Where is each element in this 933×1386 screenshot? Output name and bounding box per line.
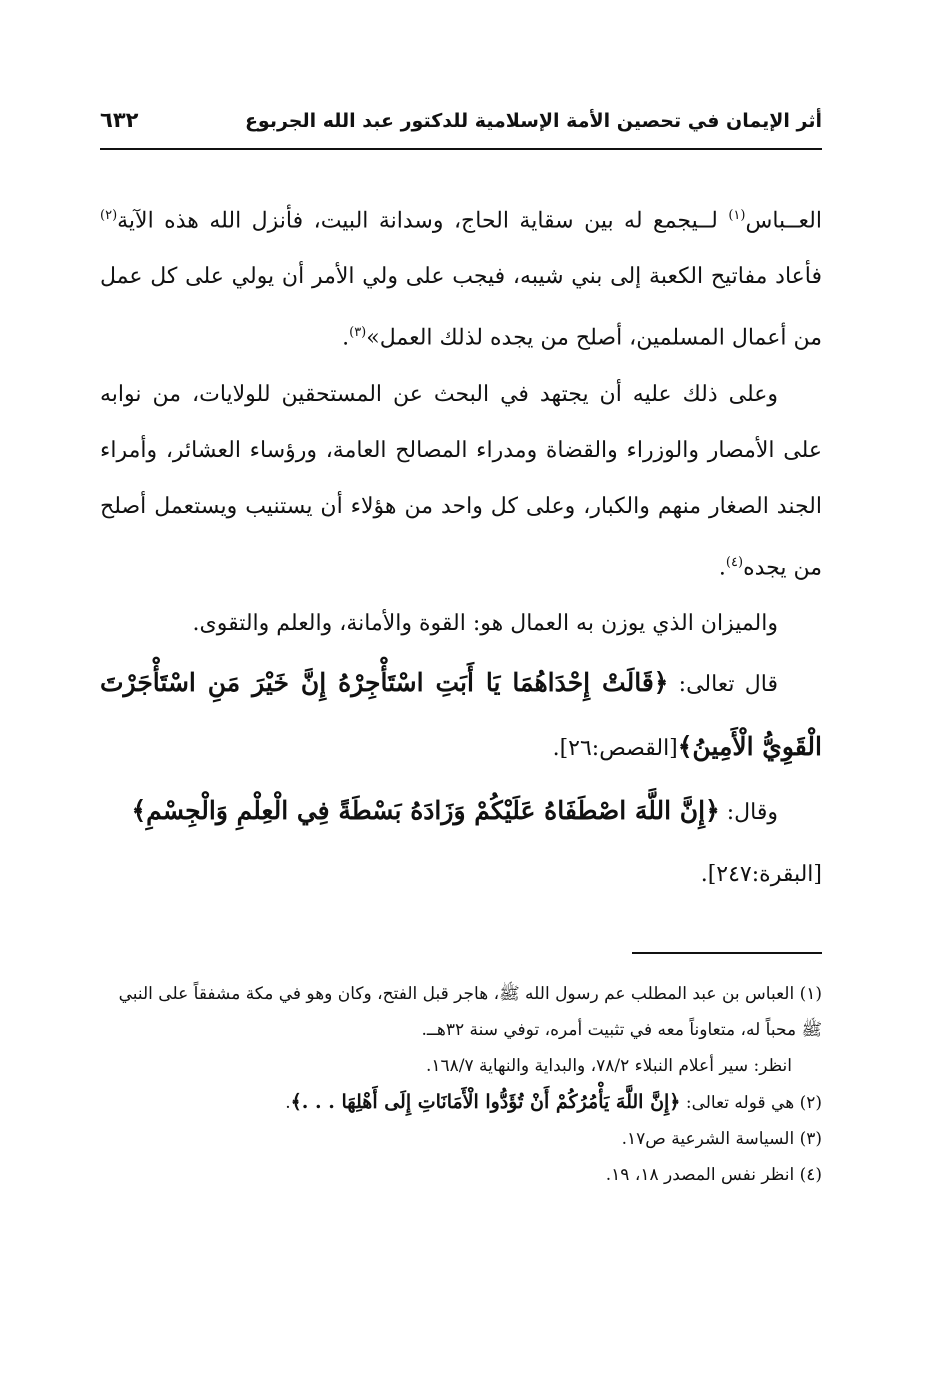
paragraph-1-text-b: لــيجمع له بين سقاية الحاج، وسدانة البيت، فأنزل الله هذه الآية	[117, 208, 729, 234]
paragraph-2-text-a: وعلى ذلك عليه أن يجتهد في البحث عن المستحقين للولايات، من نوابه على الأمصار والوزراء والقضاة ومدراء المصالح العامة، ورؤساء العشائر، وأمراء الجند الصغار منهم والكبار، وعلى كل واحد من هؤلاء أن يستنيب ويستعمل أصلح من يجده	[100, 381, 822, 580]
running-header	[100, 100, 822, 150]
paragraph-1-text-c: فأعاد مفاتيح الكعبة إلى بني شيبه، فيجب على ولي الأمر أن يولي على كل عمل من أعمال المسلمين، أصلح من يجده لذلك العمل»	[100, 264, 822, 351]
paragraph-2	[100, 367, 822, 596]
main-text	[100, 188, 822, 906]
footnote-2-verse: ﴿إِنَّ اللَّهَ يَأْمُرُكُمْ أَنْ تُؤَدُّوا الْأَمَانَاتِ إِلَى أَهْلِهَا . . .﴾	[290, 1091, 681, 1113]
footnote-3: (٣) السياسة الشرعية ص١٧.	[621, 1129, 822, 1149]
verse-1-intro: قال تعالى:	[668, 671, 778, 697]
verse-1-text: ﴿قَالَتْ إِحْدَاهُمَا يَا أَبَتِ اسْتَأْجِرْهُ إِنَّ خَيْرَ مَنِ اسْتَأْجَرْتَ الْقَوِيُّ الْأَمِينُ﴾	[100, 667, 822, 761]
page-number: ٦٣٢	[100, 108, 139, 132]
paragraph-1	[100, 188, 822, 367]
footnote-2-end: .	[285, 1093, 291, 1113]
footnote-ref-2[interactable]: (٢)	[100, 208, 118, 223]
verse-qasas	[100, 652, 822, 780]
header-title: أثر الإيمان في تحصين الأمة الإسلامية للدكتور عبد الله الجربوع	[244, 110, 822, 132]
verse-baqarah	[100, 780, 822, 906]
footnotes	[100, 976, 822, 1193]
footnote-4: (٤) انظر نفس المصدر ١٨، ١٩.	[605, 1165, 822, 1185]
paragraph-2-text-b: .	[718, 554, 726, 580]
footnote-ref-3[interactable]: (٣)	[349, 325, 367, 341]
verse-2-reference: [البقرة:٢٤٧].	[700, 861, 822, 887]
paragraph-3: والميزان الذي يوزن به العمال هو: القوة والأمانة، والعلم والتقوى.	[192, 610, 778, 636]
verse-2-text: ﴿إِنَّ اللَّهَ اصْطَفَاهُ عَلَيْكُمْ وَزَادَهُ بَسْطَةً فِي الْعِلْمِ وَالْجِسْمِ﴾	[131, 795, 720, 825]
paragraph-1-text-a: العــباس	[745, 208, 822, 234]
book-page	[100, 100, 822, 1300]
verse-2-intro: وقال:	[719, 799, 778, 825]
footnote-1: (١) العباس بن عبد المطلب عم رسول الله ﷺ، هاجر قبل الفتح، وكان وهو في مكة مشفقاً على النبي ﷺ محباً له، متعاوناً معه في تثبيت أمره، توفي سنة ٣٢هــ.	[118, 984, 822, 1040]
footnote-1-source: انظر: سير أعلام النبلاء ٧٨/٢، والبداية والنهاية ١٦٨/٧.	[425, 1056, 792, 1076]
footnote-2	[100, 1084, 822, 1121]
paragraph-1-text-d: .	[342, 325, 350, 351]
verse-1-reference: [القصص:٢٦].	[552, 735, 678, 761]
footnote-2-intro: (٢) هي قوله تعالى:	[680, 1093, 822, 1113]
footnote-ref-1[interactable]: (١)	[728, 208, 746, 223]
footnote-ref-4[interactable]: (٤)	[725, 554, 744, 570]
footnote-separator	[632, 952, 822, 954]
